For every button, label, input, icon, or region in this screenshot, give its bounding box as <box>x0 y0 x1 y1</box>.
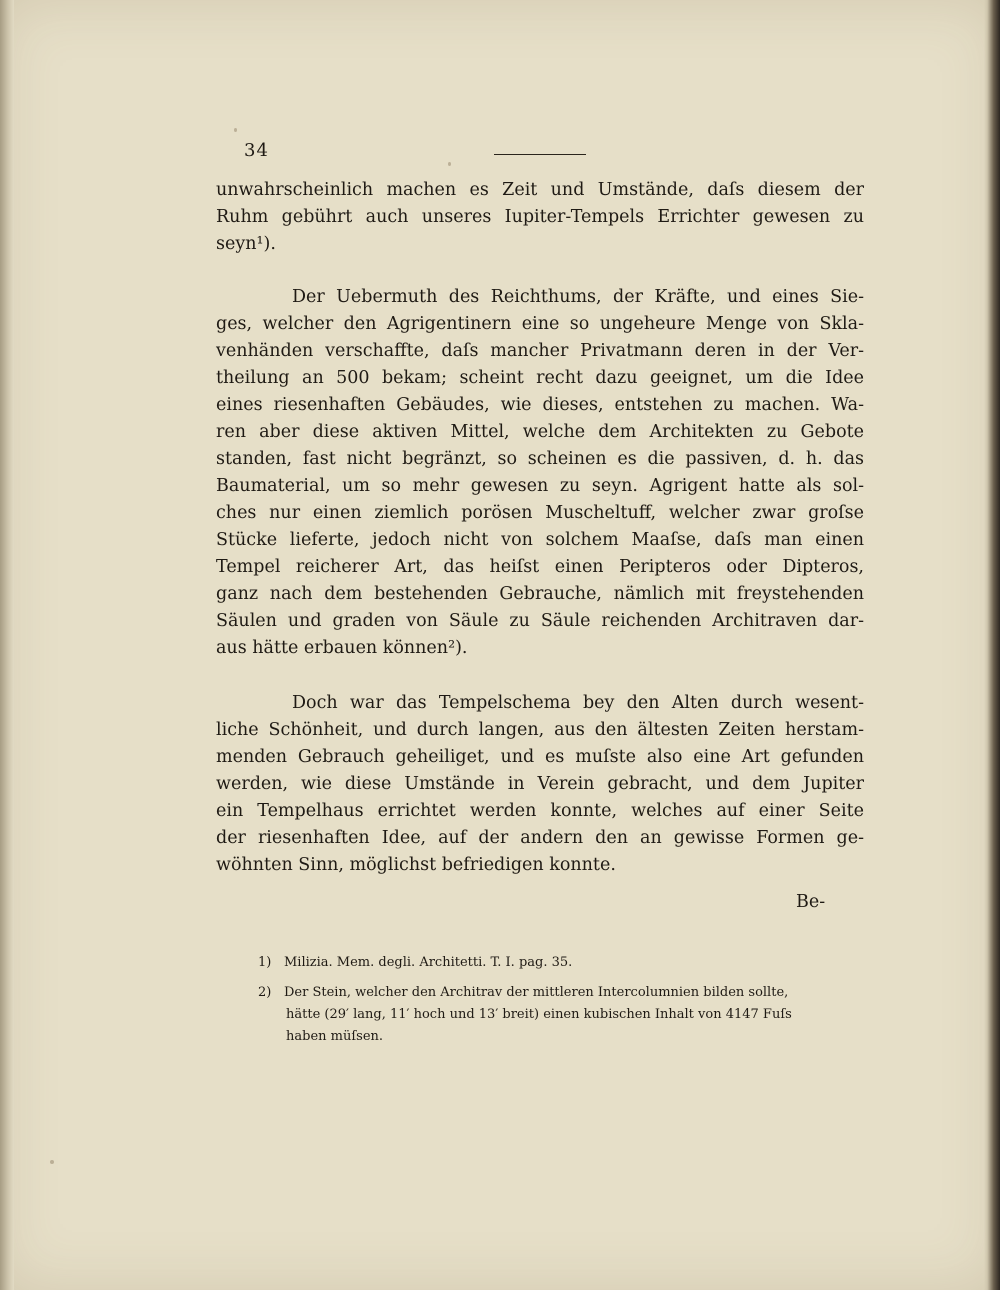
text-line: ges, welcher den Agrigentinern eine so ungeheure Menge von Skla- <box>216 314 864 334</box>
ink-spot <box>50 1160 54 1164</box>
footnote-text: Der Stein, welcher den Architrav der mittleren Intercolumnien bilden sollte, <box>284 985 789 1000</box>
text-line: Stücke lieferte, jedoch nicht von solchem Maaſse, daſs man einen <box>216 530 864 550</box>
ink-spot <box>448 162 451 166</box>
text-line: ein Tempelhaus errichtet werden konnte, welches auf einer Seite <box>216 801 864 821</box>
footnote-text: Milizia. Mem. degli. Architetti. T. I. pag. 35. <box>284 955 573 970</box>
footnote-text: hätte (29′ lang, 11′ hoch und 13′ breit) einen kubischen Inhalt von 4147 Fuſs <box>286 1007 792 1022</box>
text-line: theilung an 500 bekam; scheint recht dazu geeignet, um die Idee <box>216 368 864 388</box>
text-line: Ruhm gebührt auch unseres Iupiter-Tempels Errichter gewesen zu <box>216 207 864 227</box>
page-right-edge <box>984 0 1000 1290</box>
text-line: standen, fast nicht begränzt, so scheinen es die passiven, d. h. das <box>216 449 864 469</box>
footnote-number: 1) <box>258 955 272 970</box>
text-line: ganz nach dem bestehenden Gebrauche, nämlich mit freystehenden <box>216 584 864 604</box>
text-line: Baumaterial, um so mehr gewesen zu seyn. Agrigent hatte als sol- <box>216 476 864 496</box>
text-line: Der Uebermuth des Reichthums, der Kräfte, und eines Sie- <box>292 287 864 307</box>
text-line: wöhnten Sinn, möglichst befriedigen konnte. <box>216 855 616 875</box>
paragraph-1 <box>216 177 864 258</box>
text-line: aus hätte erbauen können²). <box>216 638 468 658</box>
text-line: werden, wie diese Umstände in Verein gebracht, und dem Jupiter <box>216 774 864 794</box>
header-rule <box>494 154 586 155</box>
footnote-2 <box>258 982 858 1048</box>
text-line: Tempel reicherer Art, das heiſst einen Peripteros oder Dipteros, <box>216 557 864 577</box>
text-line: ren aber diese aktiven Mittel, welche dem Architekten zu Gebote <box>216 422 864 442</box>
ink-spot <box>234 128 237 132</box>
text-line: Doch war das Tempelschema bey den Alten durch wesent- <box>292 693 864 713</box>
text-line: der riesenhaften Idee, auf der andern den an gewisse Formen ge- <box>216 828 864 848</box>
paragraph-3 <box>216 690 864 879</box>
catchword: Be- <box>796 892 826 912</box>
text-line: unwahrscheinlich machen es Zeit und Umstände, daſs diesem der <box>216 180 864 200</box>
text-line: liche Schönheit, und durch langen, aus den ältesten Zeiten herstam- <box>216 720 864 740</box>
page-number: 34 <box>244 140 269 161</box>
footnotes <box>258 952 858 1056</box>
footnote-number: 2) <box>258 985 272 1000</box>
text-line: menden Gebrauch geheiliget, und es muſste also eine Art gefunden <box>216 747 864 767</box>
footnote-1 <box>258 952 858 974</box>
text-line: Säulen und graden von Säule zu Säule reichenden Architraven dar- <box>216 611 864 631</box>
text-line: venhänden verschaffte, daſs mancher Privatmann deren in der Ver- <box>216 341 864 361</box>
text-line: seyn¹). <box>216 234 276 254</box>
page-left-edge <box>0 0 14 1290</box>
text-line: eines riesenhaften Gebäudes, wie dieses, entstehen zu machen. Wa- <box>216 395 864 415</box>
footnote-text: haben müſsen. <box>286 1029 384 1044</box>
text-line: ches nur einen ziemlich porösen Muscheltuff, welcher zwar groſse <box>216 503 864 523</box>
paragraph-2 <box>216 284 864 662</box>
